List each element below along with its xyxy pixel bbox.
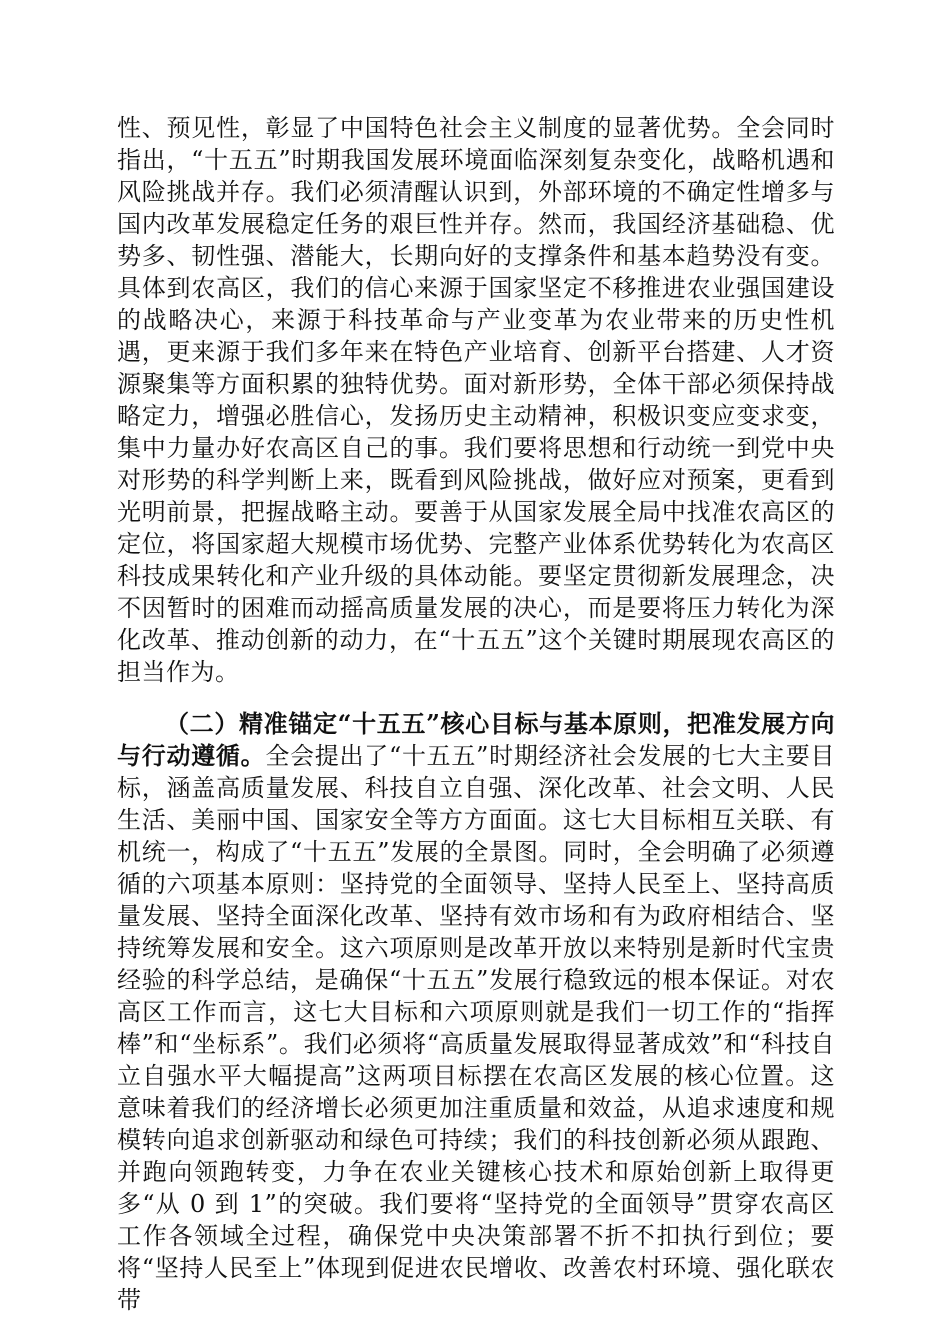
body-paragraph-2 (117, 708, 835, 1316)
document-page (117, 112, 835, 1316)
body-paragraph-1 (117, 112, 835, 688)
paragraph-text: 性、预见性，彰显了中国特色社会主义制度的显著优势。全会同时指出，“十五五”时期我国发展环境面临深刻复杂变化，战略机遇和风险挑战并存。我们必须清醒认识到，外部环境的不确定性增多与国内改革发展稳定任务的艰巨性并存。然而，我国经济基础稳、优势多、韧性强、潜能大，长期向好的支撑条件和基本趋势没有变。具体到农高区，我们的信心来源于国家坚定不移推进农业强国建设的战略决心，来源于科技革命与产业变革为农业带来的历史性机遇，更来源于我们多年来在特色产业培育、创新平台搭建、人才资源聚集等方面积累的独特优势。面对新形势，全体干部必须保持战略定力，增强必胜信心，发扬历史主动精神，积极识变应变求变，集中力量办好农高区自己的事。我们要将思想和行动统一到党中央对形势的科学判断上来，既看到风险挑战，做好应对预案，更看到光明前景，把握战略主动。要善于从国家发展全局中找准农高区的定位，将国家超大规模市场优势、完整产业体系优势转化为农高区科技成果转化和产业升级的具体动能。要坚定贯彻新发展理念，决不因暂时的困难而动摇高质量发展的决心，而是要将压力转化为深化改革、推动创新的动力，在“十五五”这个关键时期展现农高区的担当作为。 (117, 114, 835, 686)
section-heading-lead: （二）精准锚定“十五五”核心目标与基本原则，把准发展方向与行动遵循。 (117, 709, 835, 770)
paragraph-text: 全会提出了“十五五”时期经济社会发展的七大主要目标，涵盖高质量发展、科技自立自强、深化改革、社会文明、人民生活、美丽中国、国家安全等方方面面。这七大目标相互关联、有机统一，构成了“十五五”发展的全景图。同时，全会明确了必须遵循的六项基本原则：坚持党的全面领导、坚持人民至上、坚持高质量发展、坚持全面深化改革、坚持有效市场和有为政府相结合、坚持统筹发展和安全。这六项原则是改革开放以来特别是新时代宝贵经验的科学总结，是确保“十五五”发展行稳致远的根本保证。对农高区工作而言，这七大目标和六项原则就是我们一切工作的“指挥棒”和“坐标系”。我们必须将“高质量发展取得显著成效”和“科技自立自强水平大幅提高”这两项目标摆在农高区发展的核心位置。这意味着我们的经济增长必须更加注重质量和效益，从追求速度和规模转向追求创新驱动和绿色可持续；我们的科技创新必须从跟跑、并跑向领跑转变，力争在农业关键核心技术和原始创新上取得更多“从 0 到 1”的突破。我们要将“坚持党的全面领导”贯穿农高区工作各领域全过程，确保党中央决策部署不折不扣执行到位；要将“坚持人民至上”体现到促进农民增收、改善农村环境、强化联农带 (117, 742, 835, 1314)
